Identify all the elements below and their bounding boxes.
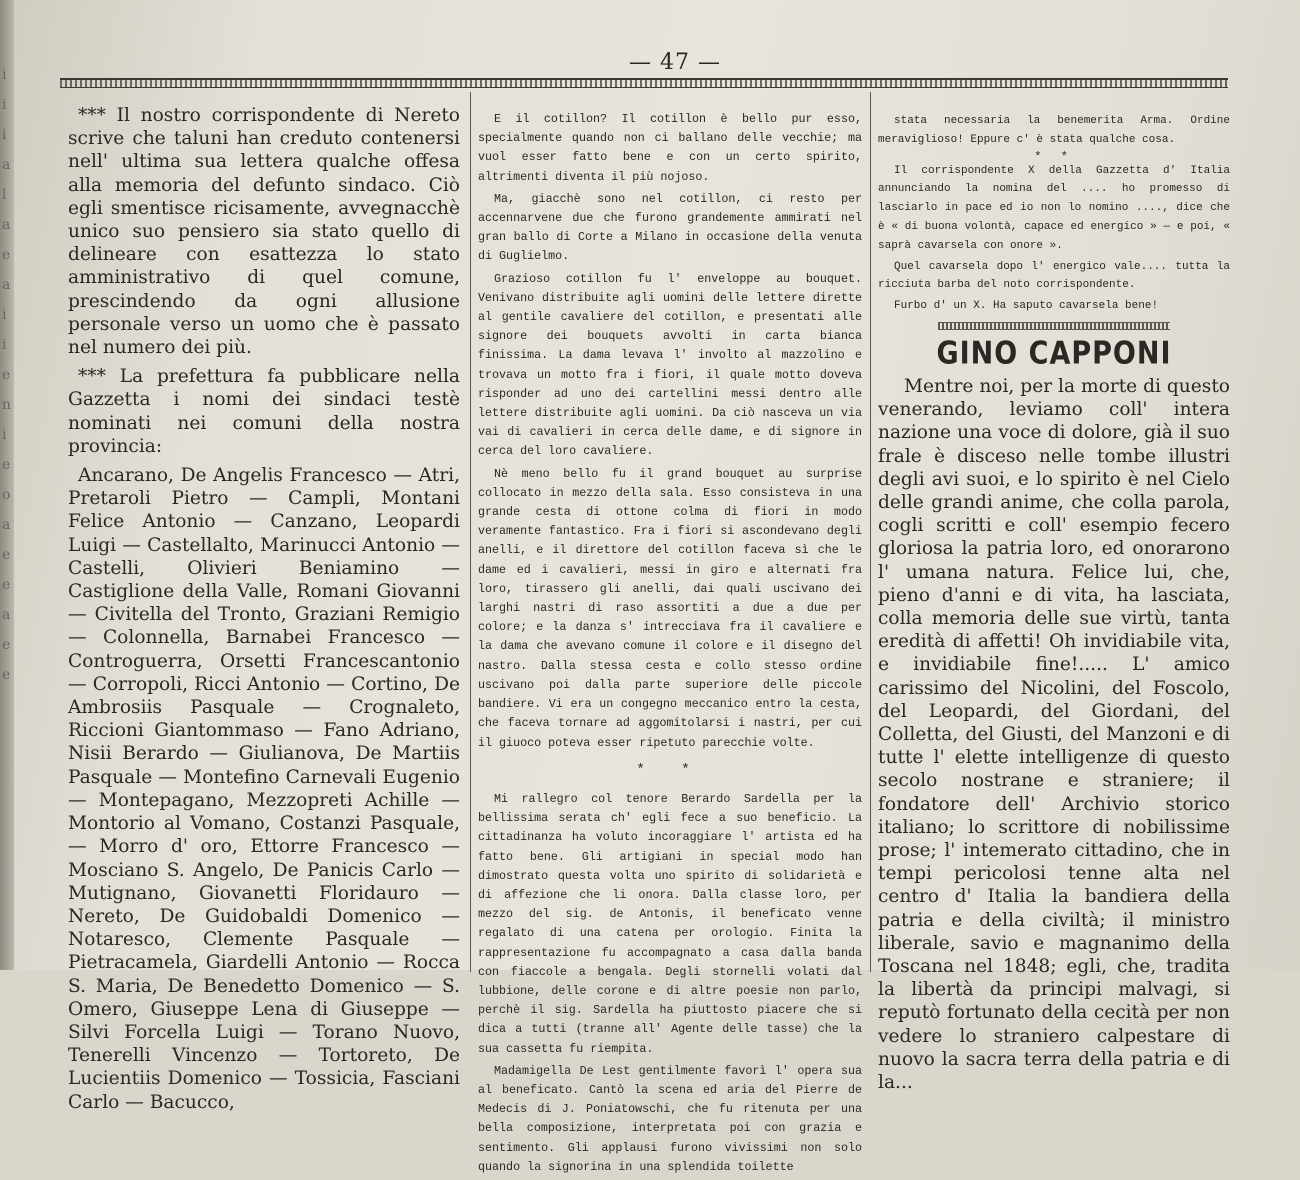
- cotillon-paragraph-4: Nè meno bello fu il grand bouquet au surprise collocato in mezzo della sala. Esso consisteva in una grande cesta di ottone colma di fiori in modo veramente fantastico. Fra i fiori si ascondevano degli anelli, e il direttore del cotillon faceva sì che le dame ed i cavalieri, messi in giro e alternati fra loro, tirassero gli anelli, dai quali uscivano dei larghi nastri di raso assortiti a due a due per colore; e la danza s' intrecciava fra il cavaliere e la dama che avevano comune il colore e il disegno del nastro. Dalla stessa cesta e collo stesso ordine uscivano poi dalla parte superiore delle piccole bandiere. Vi era un congegno meccanico entro la cesta, che faceva tornare ad aggomitolarsi i nastri, per cui il giuoco poteva esser ripetuto parecchie volte.: [478, 466, 862, 750]
- margin-letter: a: [2, 277, 11, 293]
- margin-letter: e: [2, 247, 11, 263]
- margin-letter: o: [2, 487, 11, 503]
- column-3-notes: [878, 112, 1230, 316]
- margin-letter: a: [2, 217, 11, 233]
- margin-letter: a: [2, 607, 11, 623]
- margin-letter: e: [2, 367, 11, 383]
- previous-page-margin-text: [2, 60, 14, 690]
- margin-letter: i: [2, 127, 7, 143]
- cavarsela-note: Quel cavarsela dopo l' energico vale.... tutta la ricciuta barba del noto corrispondente.: [878, 260, 1230, 292]
- margin-letter: i: [2, 337, 7, 353]
- margin-letter: n: [2, 397, 12, 413]
- mayors-list: Ancarano, De Angelis Francesco — Atri, Pretaroli Pietro — Campli, Montani Felice Antonio — Canzano, Leopardi Luigi — Castellalto, Marinucci Antonio — Castelli, Olivieri Beniamino — Castiglione della Valle, Romani Giovanni — Civitella del Tronto, Graziani Remigio — Colonnella, Barnabei Francesco — Controguerra, Orsetti Francescantonio — Corropoli, Ricci Antonio — Cortino, De Ambrosiis Pasquale — Crognaleto, Riccioni Giantommaso — Fano Adriano, Nisii Berardo — Giulianova, De Martiis Pasquale — Montefino Carnevali Eugenio — Montepagano, Mezzopreti Achille — Montorio al Vomano, Costanzi Pasquale, — Morro d' oro, Ettorre Francesco — Mosciano S. Angelo, De Panicis Carlo — Mutignano, Giovanetti Floridauro — Nereto, De Guidobaldi Domenico — Notaresco, Clemente Pasquale — Pietracamela, Giardelli Antonio — Rocca S. Maria, De Benedetto Domenico — S. Omero, Giuseppe Lena di Giuseppe — Silvi Forcella Luigi — Torano Nuovo, Tenerelli Vincenzo — Tortoreto, De Lucientiis Domenico — Tossicia, Fasciani Carlo — Bacucco,: [68, 465, 460, 1113]
- furbo-note: Furbo d' un X. Ha saputo cavarsela bene!: [894, 300, 1159, 313]
- column-divider-2: [870, 92, 871, 972]
- de-lest-paragraph: Madamigella De Lest gentilmente favorì l' opera sua al beneficato. Cantò la scena ed aria del Pierre de Medecis di J. Poniatowschi, che fu ritenuta per una bella composizione, interpretata poi con grazia e sentimento. Gli applausi furono vivissimi non solo quando la signorina in una splendida toilette: [478, 1063, 862, 1174]
- margin-letter: i: [2, 67, 7, 83]
- article-heading: GINO CAPPONI: [936, 335, 1172, 372]
- header-rule: [60, 78, 1228, 88]
- column-1: [68, 104, 460, 1120]
- margin-letter: e: [2, 457, 11, 473]
- margin-letter: e: [2, 667, 11, 683]
- margin-letter: e: [2, 637, 11, 653]
- arma-note: stata necessaria la benemerita Arma. Ordine meraviglioso! Eppure c' è stata qualche cosa.: [878, 115, 1230, 146]
- column-2: [478, 110, 862, 1180]
- column-3: [878, 112, 1230, 1094]
- gazzetta-note: Il corrispondente X della Gazzetta d' Italia annunciando la nomina del .... ho promesso di lasciarlo in pace ed io non lo nomino ...., dice che è « di buona volontà, capace ed energico » — e poi, « saprà cavarsela con onore ».: [878, 164, 1230, 252]
- page-number: — 47 —: [629, 50, 721, 75]
- sardella-paragraph: Mi rallegro col tenore Berardo Sardella per la bellissima serata ch' egli fece a suo beneficio. La cittadinanza ha voluto incoraggiare l' artista ed ha fatto bene. Gli artigiani in special modo han dimostrato questa volta uno spirito di solidarietà e di affezione che li onora. Dalla classe loro, per mezzo del sig. de Antonis, il beneficato venne regalato di una catena per orologio. Finita la rappresentazione fu accompagnato a casa dalla banda con fiaccole a bengala. Degli stornelli volati dal lubbione, delle corone e di altre poesie non parlo, perchè il sig. Sardella ha piuttosto piacere che si dica a tutti (tranne all' Agente delle tasse) che la sua cassetta fu riempita.: [478, 791, 862, 1056]
- margin-letter: i: [2, 427, 7, 443]
- margin-letter: e: [2, 577, 11, 593]
- nereto-correspondent-note: *** Il nostro corrispondente di Nereto scrive che taluni han creduto contenersi nell' ultima sua lettera qualche offesa alla memoria del defunto sindaco. Ciò egli smentisce ricisamente, avvegnacchè unico suo pensiero sia stato quello di delineare con esattezza lo stato amministrativo di quel comune, prescindendo da ogni allusione personale verso un uomo che è passato nel numero dei più.: [68, 105, 460, 359]
- gino-capponi-article: [878, 375, 1230, 1094]
- margin-letter: e: [2, 547, 11, 563]
- gino-capponi-body: Mentre noi, per la morte di questo venerando, leviamo coll' intera nazione una voce di dolore, già il suo frale è disceso nelle tombe illustri degli avi suoi, e lo spirito è nel Cielo delle grandi anime, che colla parola, cogli scritti e coll' esempio fecero gloriosa la patria loro, ed onorarono l' umana natura. Felice lui, che, pieno d'anni e di vita, ha lasciata, colla memoria delle sue virtù, tanta eredità di affetti! Oh invidiabile vita, e invidiabile fine!..... L' amico carissimo del Nicolini, del Foscolo, del Leopardi, del Giordani, del Colletta, del Giusti, del Manzoni e di tutte l' elette intelligenze di questo secolo nostrane e straniere; il fondatore dell' Archivio storico italiano; lo scrittore di nobilissime prose; l' intemerato cittadino, che in tempi pericolosi tenne alta nel centro d' Italia la bandiera della patria e della civiltà; il ministro liberale, savio e magnanimo della Toscana nel 1848; egli, che, tradita la libertà da principi malvagi, si reputò fortunato della cecità per non vedere lo straniero calpestare di nuovo la sacra terra della patria e di la...: [878, 375, 1230, 1094]
- cotillon-paragraph-1: E il cotillon? Il cotillon è bello pur esso, specialmente quando non ci ballano delle vecchie; ma vuol esser fatto bene e con un certo spirito, altrimenti diventa il più nojoso.: [478, 112, 862, 184]
- column-divider-1: [470, 92, 471, 972]
- prefecture-note: *** La prefettura fa pubblicare nella Gazzetta i nomi dei sindaci testè nominati nei comuni della nostra provincia:: [68, 366, 460, 457]
- section-separator: * *: [636, 761, 704, 778]
- cotillon-paragraph-2: Ma, giacchè sono nel cotillon, ci resto per accennarvene due che furono grandemente ammirati nel gran ballo di Corte a Milano in occasione della venuta di Guglielmo.: [478, 191, 862, 264]
- margin-letter: l: [2, 187, 7, 203]
- margin-letter: i: [2, 97, 7, 113]
- cotillon-paragraph-3: Grazioso cotillon fu l' enveloppe au bouquet. Venivano distribuite agli uomini delle lettere dirette al gentile cavaliere del cotillon, e presentati alle signore dei bouquets avvolti in carta bianca finissima. La dama levava l' involto al mazzolino e trovava un motto fra i fiori, il quale motto doveva risponder ad uno dei cartellini messi dentro alle lettere distribuite agli uomini. Da ciò nasceva un via vai di cavalieri in cerca delle dame, e di signore in cerca del loro cavaliere.: [478, 271, 862, 459]
- notes-separator: * *: [1034, 149, 1074, 164]
- margin-letter: i: [2, 307, 7, 323]
- margin-letter: a: [2, 517, 11, 533]
- section-rule: [938, 322, 1170, 330]
- margin-letter: a: [2, 157, 11, 173]
